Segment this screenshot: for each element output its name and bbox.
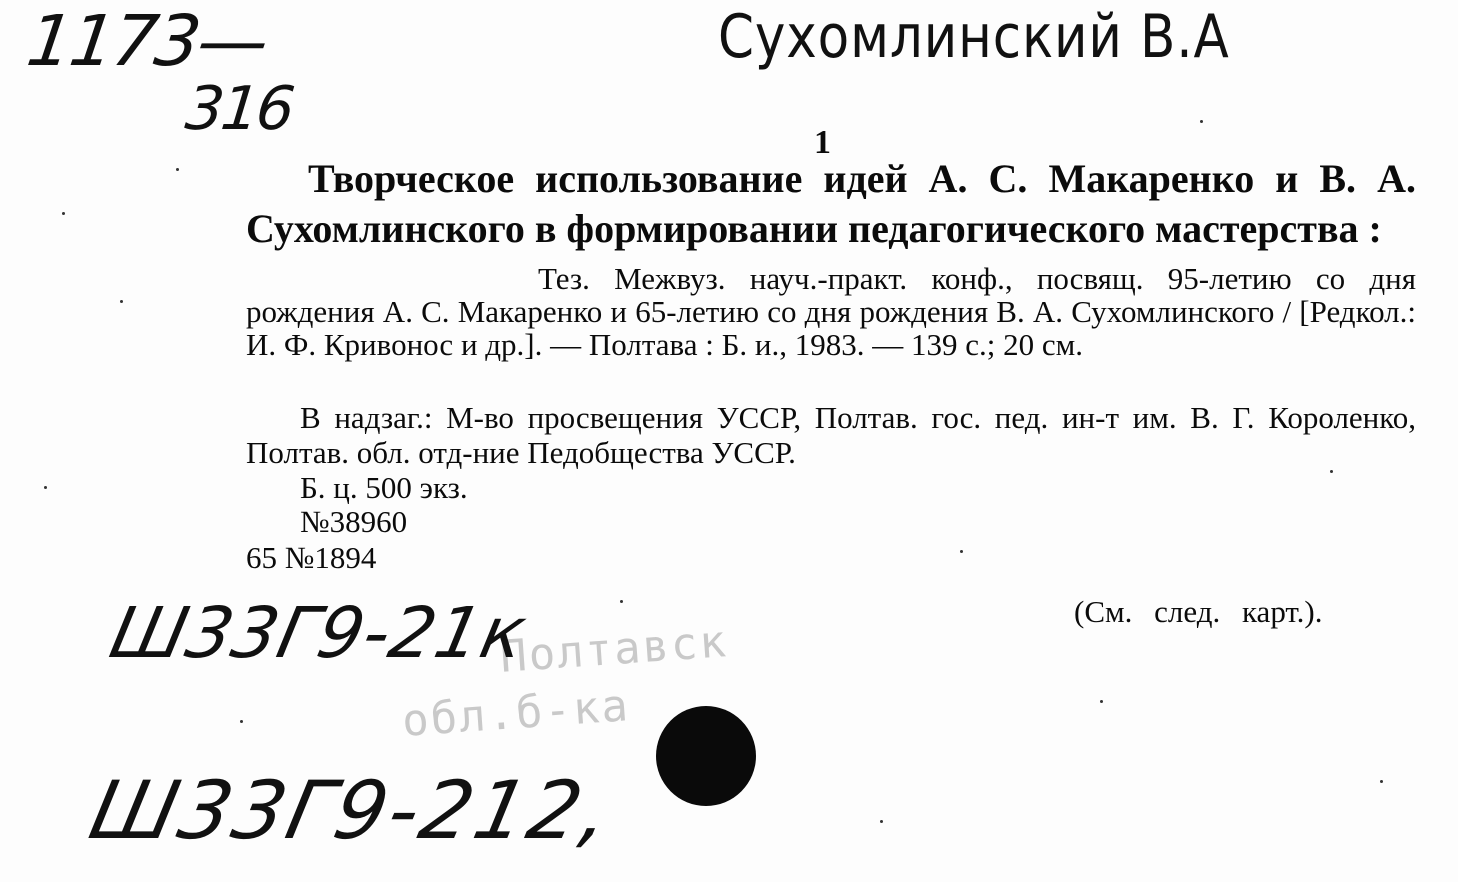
inventory-number: №38960 [300, 504, 408, 539]
paper-speck [44, 486, 47, 489]
paper-speck [1200, 120, 1203, 123]
faint-library-stamp-line-2: обл.б-ка [400, 680, 632, 747]
classification-number: 65 №1894 [246, 540, 377, 575]
handwritten-shelf-mark-1: Ш33Г9-21к [103, 592, 534, 674]
handwritten-accession-number: 1173— [22, 0, 272, 82]
paper-speck [620, 600, 623, 603]
faint-library-stamp-line-1: Полтавск [498, 616, 730, 683]
paper-speck [62, 212, 65, 215]
paper-speck [1380, 780, 1383, 783]
paper-speck [176, 168, 179, 171]
publisher-note: В надзаг.: М-во просвещения УССР, Полтав. гос. пед. ин-т им. В. Г. Короленко, Полтав. обл. отд-ние Педобщества УССР. [246, 400, 1416, 470]
handwritten-accession-subnumber: 316 [182, 74, 296, 144]
paper-speck [120, 300, 123, 303]
paper-speck [1330, 470, 1333, 473]
see-next-card-note: (См. след. карт.). [1074, 594, 1323, 629]
paper-speck [880, 820, 883, 823]
paper-speck [960, 550, 963, 553]
paper-speck [1100, 700, 1103, 703]
card-number: 1 [814, 124, 831, 161]
handwritten-shelf-mark-2: Ш33Г9-212, [82, 764, 622, 857]
book-title: Творческое использование идей А. С. Макаренко и В. А. Сухомлинского в формировании педагогического мастерства : [246, 156, 1416, 251]
bibliographic-details: Тез. Межвуз. науч.-практ. конф., посвящ. 95-летию со дня рождения А. С. Макаренко и 65-летию со дня рождения В. А. Сухомлинского / [Редкол.: И. Ф. Кривонос и др.]. — Полтава : Б. и., 1983. — 139 с.; 20 см. [246, 261, 1416, 362]
price-and-print-run: Б. ц. 500 экз. [300, 470, 468, 505]
handwritten-author-name: Сухомлинский В.А [718, 2, 1230, 72]
paper-speck [240, 720, 243, 723]
card-punch-hole [656, 706, 756, 806]
